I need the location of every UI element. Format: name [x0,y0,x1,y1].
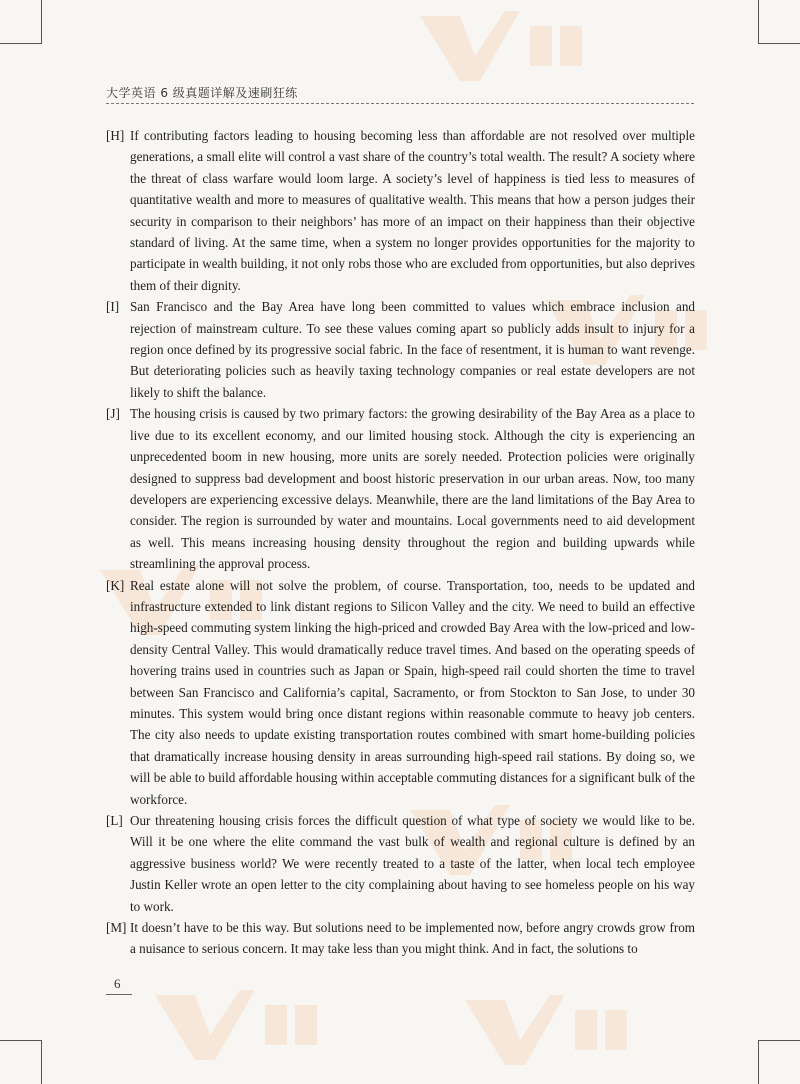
paragraph-label: [M] [106,920,127,936]
paragraph-text: The housing crisis is caused by two primary factors: the growing desirability of the Bay Area as a place to live due to its excellent economy, and our limited housing stock. Although the city is experiencing an unprecedented boom in new housing, more units are sorely needed. Protection policies were originally designed to suppress bad development and boost historic preservation in our urban areas. Now, too many developers are experiencing excessive delays. Meanwhile, there are the land limitations of the Bay Area to consider. The region is surrounded by water and mountains. Local governments need to aid development as well. This means increasing housing density throughout the region and building upwards while streamlining the approval process. [130,406,695,572]
paragraph-m [106,917,695,960]
paragraph-j [106,403,695,574]
crop-mark [758,43,800,44]
paragraph-text: If contributing factors leading to housing becoming less than affordable are not resolved over multiple generations, a small elite will control a vast share of the country’s total wealth. The result? A society where the threat of class warfare would loom large. A society’s level of happiness is tied less to measures of quantitative wealth and more to measures of qualitative wealth. This means that how a person judges their security in comparison to their neighbors’ has more of an impact on their happiness than their objective standard of living. At the same time, when a system no longer provides opportunities for the majority to participate in wealth building, it not only robs those who are excluded from opportunities, but also deprives them of their dignity. [130,128,695,293]
page-number-rule [106,994,132,995]
paragraph-k [106,575,695,810]
brand-logo-icon [415,6,605,86]
paragraph-label: [H] [106,128,125,143]
paragraph-text: San Francisco and the Bay Area have long been committed to values which embrace inclusion and rejection of mainstream culture. To see these values coming apart so publicly adds insult to injury for a region once defined by its progressive social fabric. In the face of resentment, it is human to want revenge. But deteriorating policies such as heavily taxing technology companies or real estate developers are not likely to shift the balance. [130,299,695,400]
crop-mark [41,0,42,44]
paragraph-h [106,125,695,296]
running-title: 大学英语 6 级真题详解及速刷狂练 [106,86,298,100]
header-divider [106,103,694,104]
paragraph-i [106,296,695,403]
paragraph-text: Real estate alone will not solve the problem, of course. Transportation, too, needs to be updated and infrastructure extended to link distant regions to Silicon Valley and the city. We need to build an effective high-speed commuting system linking the high-priced and crowded Bay Area with the low-priced and low-density Central Valley. This would dramatically reduce travel times. And based on the operating speeds of hovering trains used in countries such as Japan or Spain, high-speed rail could shorten the time to travel between San Francisco and California’s capital, Sacramento, or from Stockton to San Jose, to under 30 minutes. This system would bring once distant regions within reasonable commute to heavy job centers. The city also needs to update existing transportation routes combined with smart home-building policies that dramatically increase housing density in areas surrounding high-speed rail stations. By doing so, we will be able to build affordable housing within acceptable commuting distances for a significant bulk of the workforce. [130,577,695,807]
paragraph-text: It doesn’t have to be this way. But solutions need to be implemented now, before angry crowds grow from a nuisance to serious concern. It may take less than you might think. And in fact, the solutions to [130,920,695,957]
crop-mark [758,1040,759,1084]
page-number: 6 [114,976,121,991]
crop-mark [0,43,42,44]
paragraph-l [106,810,695,917]
paragraph-label: [L] [106,813,123,828]
brand-logo-icon [460,990,650,1070]
crop-mark [758,1040,800,1041]
paragraph-text: Our threatening housing crisis forces the difficult question of what type of society we would like to be. Will it be one where the elite command the vast bulk of wealth and regional culture is defined by an aggressive business world? We were recently treated to a taste of the latter, when local tech employee Justin Keller wrote an open letter to the city complaining about having to see homeless people on his way to work. [130,813,695,914]
paragraph-label: [I] [106,299,120,315]
brand-logo-icon [150,985,340,1065]
crop-mark [758,0,759,44]
paragraph-label: [J] [106,406,120,422]
crop-mark [0,1040,42,1041]
crop-mark [41,1040,42,1084]
article-body [106,125,695,960]
paragraph-label: [K] [106,577,125,593]
